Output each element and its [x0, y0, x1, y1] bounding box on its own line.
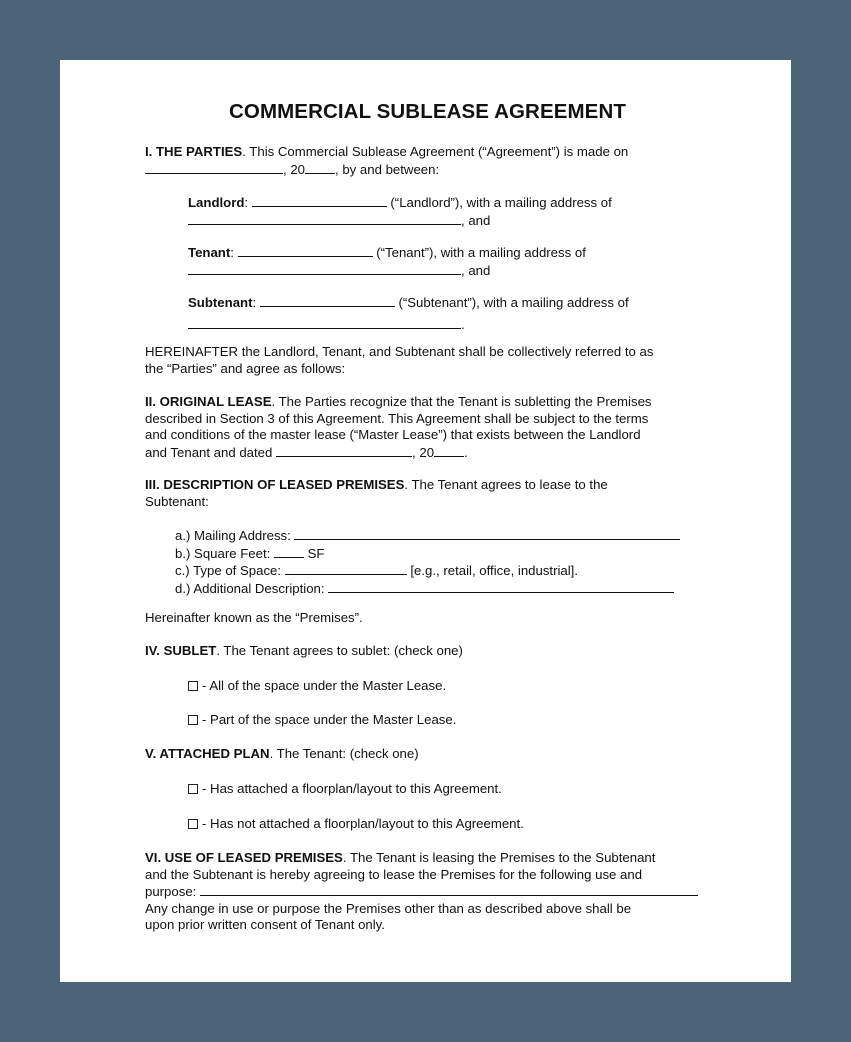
square-feet-unit: SF: [303, 545, 325, 561]
original-lease-line-4: and Tenant and dated: [145, 444, 277, 460]
section-parties: [145, 144, 710, 178]
subtenant-address-blank[interactable]: [188, 316, 461, 329]
premises-text: Hereinafter known as the “Premises”.: [145, 610, 363, 625]
plan-option-attached[interactable]: [188, 781, 710, 798]
document-page: [60, 60, 791, 982]
agreement-date-blank[interactable]: [145, 161, 283, 174]
attached-plan-heading: V. ATTACHED PLAN: [145, 746, 270, 761]
landlord-and: , and: [461, 212, 491, 228]
sublet-option-all-label: - All of the space under the Master Lease.: [202, 678, 447, 693]
section-original-lease: [145, 394, 710, 461]
parties-heading: I. THE PARTIES: [145, 144, 243, 159]
sublet-option-part-label: - Part of the space under the Master Lease.: [202, 712, 457, 727]
premises-details: [175, 527, 710, 597]
document-title: COMMERCIAL SUBLEASE AGREEMENT: [229, 100, 626, 123]
tenant-text: (“Tenant”), with a mailing address of: [372, 245, 586, 260]
original-lease-heading: II. ORIGINAL LEASE: [145, 394, 272, 409]
use-heading: VI. USE OF LEASED PREMISES: [145, 850, 343, 865]
subtenant-colon: :: [252, 295, 260, 310]
sublet-text: . The Tenant agrees to sublet: (check one): [216, 643, 463, 658]
tenant-label: Tenant: [188, 245, 231, 260]
type-of-space-label: c.) Type of Space:: [175, 563, 285, 579]
premises-definition: [145, 610, 710, 627]
tenant-colon: :: [230, 245, 238, 260]
section-sublet: [145, 643, 710, 660]
use-line-1: . The Tenant is leasing the Premises to the Subtenant: [342, 850, 656, 865]
use-line-4: Any change in use or purpose the Premises other than as described above shall be: [145, 900, 632, 916]
landlord-entry: [188, 194, 710, 229]
year-prefix: , 20: [283, 161, 305, 177]
description-line-1: . The Tenant agrees to lease to the: [404, 477, 608, 492]
use-purpose-label: purpose:: [145, 884, 200, 900]
tenant-address-blank[interactable]: [188, 262, 461, 275]
original-lease-line-2: described in Section 3 of this Agreement. This Agreement shall be subject to the terms: [145, 410, 649, 426]
plan-option-not-attached-label: - Has not attached a floorplan/layout to this Agreement.: [202, 816, 524, 831]
tenant-entry: [188, 244, 710, 279]
parties-intro: . This Commercial Sublease Agreement (“Agreement”) is made on: [242, 144, 629, 159]
master-lease-date-blank[interactable]: [276, 444, 412, 457]
subtenant-label: Subtenant: [188, 295, 253, 310]
sublet-heading: IV. SUBLET: [145, 643, 217, 658]
tenant-name-blank[interactable]: [238, 244, 373, 257]
checkbox-all-space[interactable]: [188, 681, 198, 691]
landlord-text: (“Landlord”), with a mailing address of: [386, 195, 612, 210]
plan-option-not-attached[interactable]: [188, 816, 710, 833]
additional-description-label: d.) Additional Description:: [175, 580, 329, 596]
mailing-address-label: a.) Mailing Address:: [175, 528, 295, 543]
mailing-address-blank[interactable]: [294, 527, 680, 540]
type-of-space-blank[interactable]: [285, 562, 407, 575]
agreement-year-blank[interactable]: [305, 161, 335, 174]
master-lease-year-prefix: , 20: [412, 444, 435, 460]
type-of-space-hint: [e.g., retail, office, industrial].: [406, 563, 578, 579]
landlord-colon: :: [244, 195, 252, 210]
section-attached-plan: [145, 746, 710, 763]
additional-description-blank[interactable]: [328, 580, 674, 593]
subtenant-text: (“Subtenant”), with a mailing address of: [394, 295, 629, 310]
master-lease-period: .: [464, 444, 468, 460]
subtenant-entry: [188, 294, 710, 333]
description-line-2: Subtenant:: [145, 493, 209, 509]
sublet-option-part[interactable]: [188, 712, 710, 729]
checkbox-plan-not-attached[interactable]: [188, 819, 198, 829]
sublet-option-all[interactable]: [188, 678, 710, 695]
hereinafter-paragraph: [145, 344, 710, 377]
landlord-label: Landlord: [188, 195, 245, 210]
parties-between: , by and between:: [335, 161, 440, 177]
master-lease-year-blank[interactable]: [434, 444, 464, 457]
subtenant-period: .: [461, 316, 465, 332]
landlord-address-blank[interactable]: [188, 212, 461, 225]
attached-plan-text: . The Tenant: (check one): [269, 746, 419, 761]
hereinafter-line-2: the “Parties” and agree as follows:: [145, 360, 346, 376]
original-lease-line-1: . The Parties recognize that the Tenant is subletting the Premises: [271, 394, 652, 409]
use-line-5: upon prior written consent of Tenant only.: [145, 917, 385, 933]
landlord-name-blank[interactable]: [252, 194, 387, 207]
square-feet-blank[interactable]: [274, 545, 304, 558]
checkbox-part-space[interactable]: [188, 715, 198, 725]
description-heading: III. DESCRIPTION OF LEASED PREMISES: [145, 477, 405, 492]
hereinafter-line-1: HEREINAFTER the Landlord, Tenant, and Subtenant shall be collectively referred to as: [145, 344, 654, 359]
tenant-and: , and: [461, 262, 491, 278]
original-lease-line-3: and conditions of the master lease (“Master Lease”) that exists between the Landlord: [145, 427, 641, 443]
square-feet-label: b.) Square Feet:: [175, 545, 274, 561]
section-use: [145, 850, 710, 934]
use-purpose-blank[interactable]: [200, 883, 698, 896]
subtenant-name-blank[interactable]: [260, 294, 395, 307]
use-line-2: and the Subtenant is hereby agreeing to lease the Premises for the following use and: [145, 866, 643, 882]
plan-option-attached-label: - Has attached a floorplan/layout to this Agreement.: [202, 781, 502, 796]
checkbox-plan-attached[interactable]: [188, 784, 198, 794]
section-description: [145, 477, 710, 510]
